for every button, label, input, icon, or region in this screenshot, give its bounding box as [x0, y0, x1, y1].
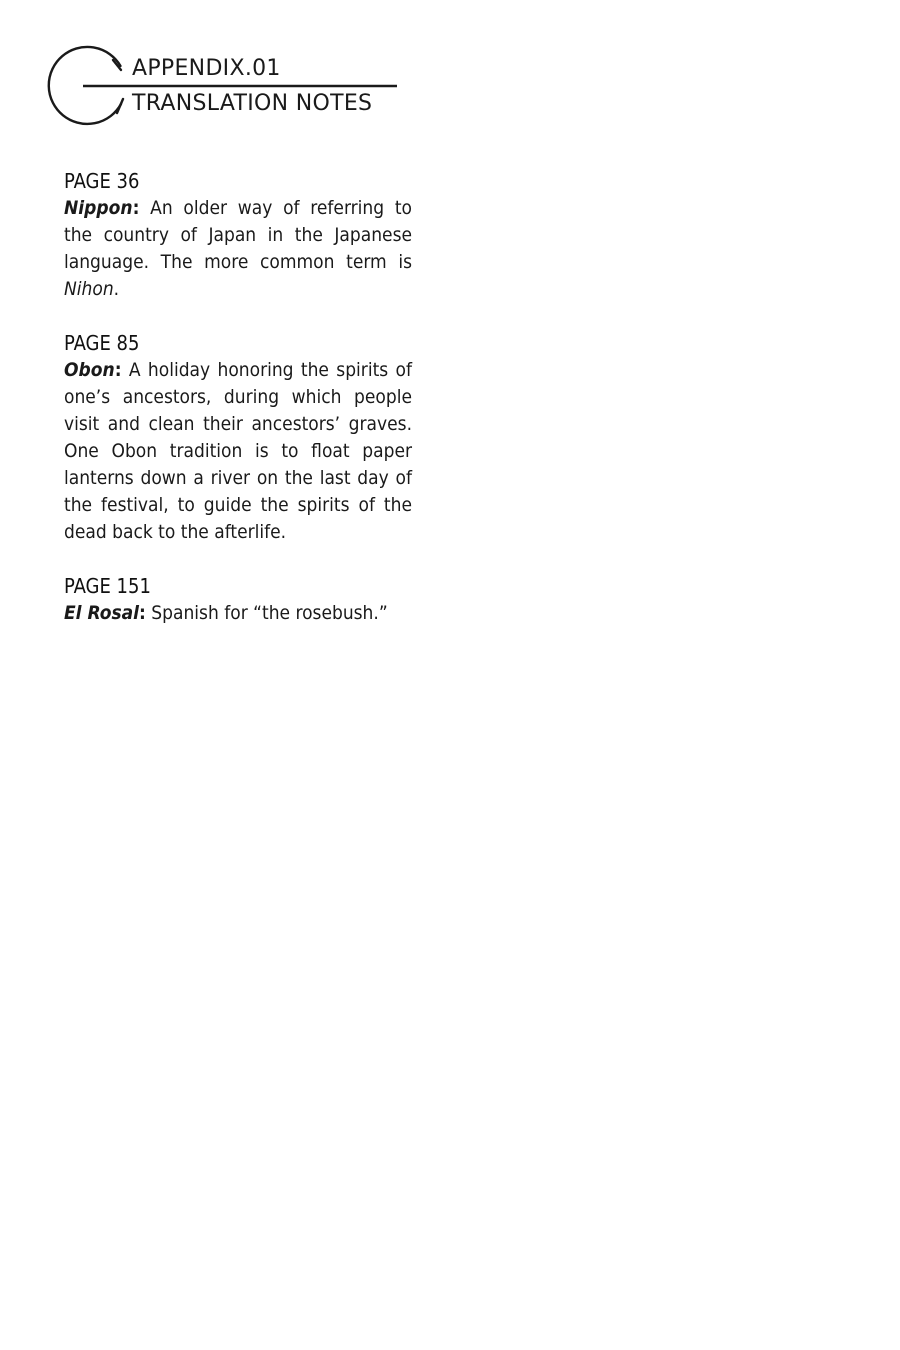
glossary-term: Obon	[64, 359, 115, 381]
page-reference: PAGE 151	[64, 574, 151, 598]
page-reference: PAGE 36	[64, 169, 140, 193]
alternate-term: Nihon	[64, 278, 114, 300]
translation-notes-list	[64, 168, 412, 654]
term-definition: A holiday honoring the spirits of one’s ancestors, during which people visit and clean their ancestors’ graves. One Obon tradition is to float paper lanterns down a river on the last day of the festival, to guide the spirits of the dead back to the afterlife.	[64, 359, 412, 543]
note-body	[64, 357, 412, 546]
note-entry-nippon	[64, 168, 412, 303]
definition-period: .	[113, 278, 120, 300]
glossary-term: Nippon	[64, 197, 133, 219]
note-body	[64, 195, 412, 303]
term-colon: :	[114, 359, 122, 381]
page-reference: PAGE 85	[64, 331, 140, 355]
note-entry-obon	[64, 330, 412, 546]
section-title: TRANSLATION NOTES	[132, 91, 373, 116]
note-body	[64, 600, 412, 627]
appendix-label: APPENDIX.01	[132, 56, 281, 81]
glossary-term: El Rosal	[64, 602, 140, 624]
term-definition: Spanish for “the rosebush.”	[145, 602, 388, 624]
term-colon: :	[132, 197, 140, 219]
appendix-header	[0, 0, 900, 140]
term-definition: An older way of referring to the country of Japan in the Japanese language. The more common term is	[64, 197, 412, 273]
term-colon: :	[139, 602, 146, 624]
note-entry-el-rosal	[64, 573, 412, 627]
